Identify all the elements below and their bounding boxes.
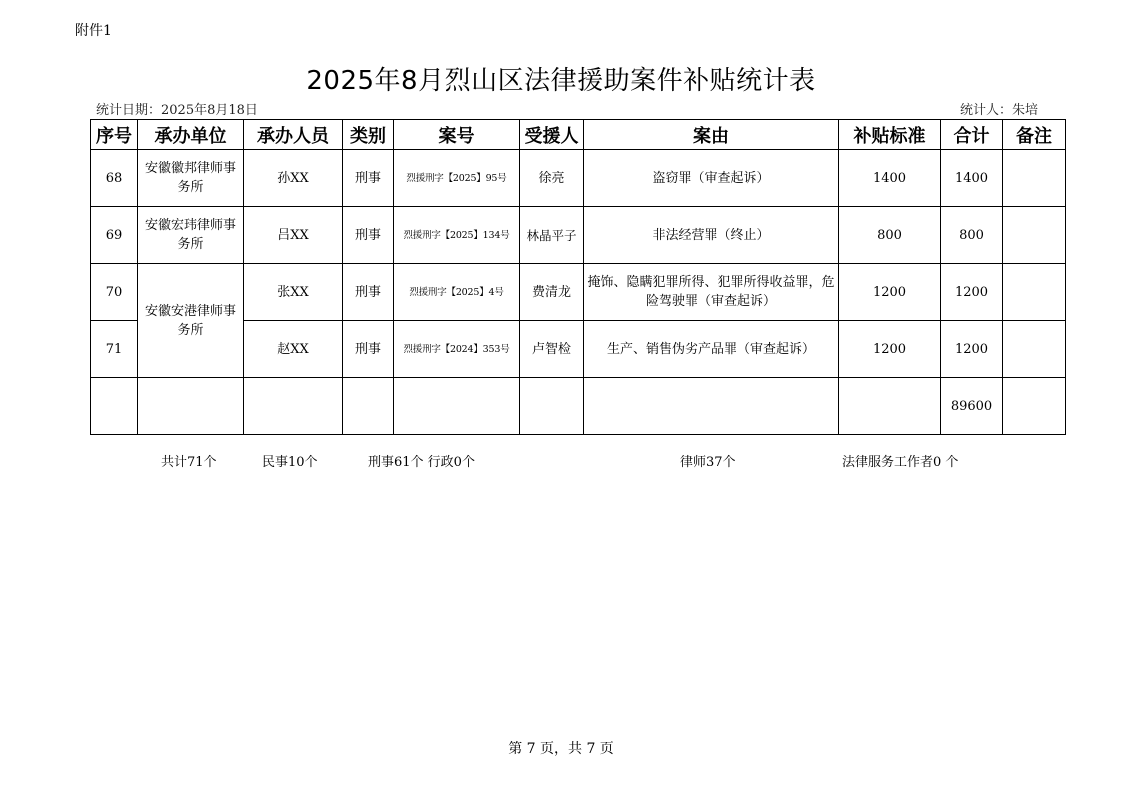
- cell-standard: 1200: [839, 321, 941, 378]
- cell-case-no: 烈援刑字【2025】4号: [394, 264, 520, 321]
- cell-category: 刑事: [343, 264, 394, 321]
- grand-total: 89600: [941, 378, 1003, 435]
- header-standard: 补贴标准: [839, 120, 941, 150]
- cell-staff: 吕XX: [244, 207, 343, 264]
- cell-total: 1200: [941, 264, 1003, 321]
- summary-civil: 民事10个: [262, 455, 318, 470]
- total-row: [91, 378, 1066, 435]
- attachment-label: 附件1: [75, 23, 112, 39]
- summary-criminal-admin: 刑事61个 行政0个: [368, 455, 475, 470]
- cell-unit: 安徽安港律师事务所: [138, 264, 244, 378]
- cell-recipient: 林晶平子: [520, 207, 584, 264]
- header-recipient: 受援人: [520, 120, 584, 150]
- header-case-no: 案号: [394, 120, 520, 150]
- cell-empty: [138, 378, 244, 435]
- summary-lawyers: 律师37个: [680, 455, 736, 470]
- page-number: 第 7 页，共 7 页: [508, 741, 614, 757]
- cell-staff: 赵XX: [244, 321, 343, 378]
- cell-empty: [1003, 378, 1066, 435]
- cell-cause: 生产、销售伪劣产品罪（审查起诉）: [584, 321, 839, 378]
- summary-legal-workers: 法律服务工作者0 个: [842, 455, 959, 470]
- subsidy-table: [90, 119, 1066, 435]
- cell-case-no: 烈援刑字【2025】95号: [394, 150, 520, 207]
- cell-unit: 安徽宏玮律师事务所: [138, 207, 244, 264]
- stat-date: 统计日期：2025年8月18日: [96, 103, 258, 118]
- cell-total: 800: [941, 207, 1003, 264]
- cell-empty: [520, 378, 584, 435]
- cell-remark: [1003, 150, 1066, 207]
- header-unit: 承办单位: [138, 120, 244, 150]
- cell-staff: 张XX: [244, 264, 343, 321]
- cell-standard: 1200: [839, 264, 941, 321]
- cell-no: 68: [91, 150, 138, 207]
- cell-remark: [1003, 207, 1066, 264]
- cell-category: 刑事: [343, 150, 394, 207]
- cell-empty: [584, 378, 839, 435]
- cell-category: 刑事: [343, 321, 394, 378]
- cell-total: 1200: [941, 321, 1003, 378]
- cell-recipient: 卢智检: [520, 321, 584, 378]
- cell-empty: [91, 378, 138, 435]
- cell-empty: [839, 378, 941, 435]
- cell-cause: 掩饰、隐瞒犯罪所得、犯罪所得收益罪，危险驾驶罪（审查起诉）: [584, 264, 839, 321]
- cell-remark: [1003, 321, 1066, 378]
- cell-staff: 孙XX: [244, 150, 343, 207]
- header-no: 序号: [91, 120, 138, 150]
- cell-empty: [394, 378, 520, 435]
- cell-no: 71: [91, 321, 138, 378]
- cell-unit: 安徽徽邦律师事务所: [138, 150, 244, 207]
- header-cause: 案由: [584, 120, 839, 150]
- table-row: [91, 264, 1066, 321]
- cell-empty: [244, 378, 343, 435]
- cell-category: 刑事: [343, 207, 394, 264]
- table-header-row: [91, 120, 1066, 150]
- header-staff: 承办人员: [244, 120, 343, 150]
- cell-case-no: 烈援刑字【2024】353号: [394, 321, 520, 378]
- table-row: [91, 150, 1066, 207]
- cell-cause: 盗窃罪（审查起诉）: [584, 150, 839, 207]
- cell-standard: 1400: [839, 150, 941, 207]
- header-total: 合计: [941, 120, 1003, 150]
- cell-no: 69: [91, 207, 138, 264]
- cell-cause: 非法经营罪（终止）: [584, 207, 839, 264]
- table-row: [91, 207, 1066, 264]
- cell-empty: [343, 378, 394, 435]
- cell-recipient: 费清龙: [520, 264, 584, 321]
- cell-no: 70: [91, 264, 138, 321]
- cell-total: 1400: [941, 150, 1003, 207]
- cell-case-no: 烈援刑字【2025】134号: [394, 207, 520, 264]
- cell-standard: 800: [839, 207, 941, 264]
- cell-recipient: 徐亮: [520, 150, 584, 207]
- page-title: 2025年8月烈山区法律援助案件补贴统计表: [306, 66, 816, 96]
- header-remark: 备注: [1003, 120, 1066, 150]
- stat-person: 统计人：朱培: [959, 103, 1038, 118]
- summary-total: 共计71个: [161, 455, 217, 470]
- cell-remark: [1003, 264, 1066, 321]
- header-category: 类别: [343, 120, 394, 150]
